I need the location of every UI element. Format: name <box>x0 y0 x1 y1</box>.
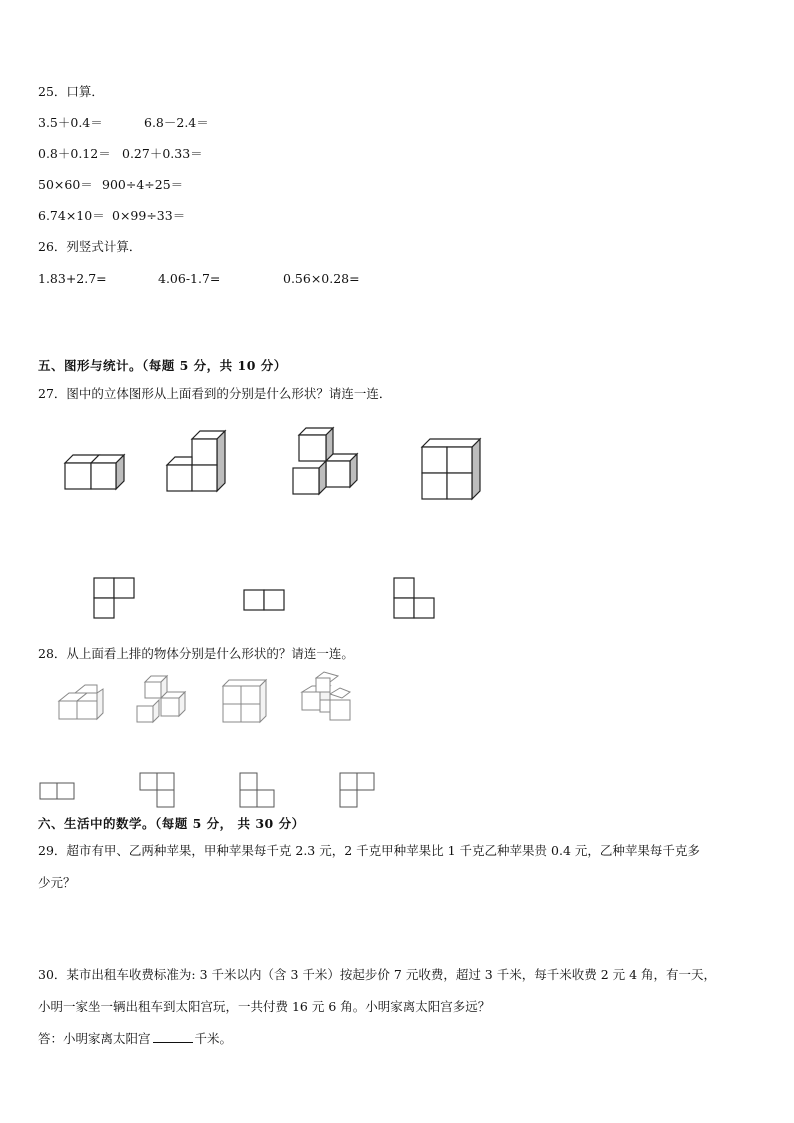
q30-line1: 30．某市出租车收费标准为: 3 千米以内（含 3 千米）按起步价 7 元收费，超过 3 千米，每千米收费 2 元 4 角，有一天， <box>38 967 717 982</box>
q26-title: 26．列竖式计算． <box>38 239 142 254</box>
section6-heading: 六、生活中的数学。（每题 5 分， 共 30 分） <box>38 816 305 831</box>
q27-view-1 <box>92 576 138 622</box>
q28-view-3 <box>238 771 278 811</box>
q25-row2-a: 0.8＋0.12＝ <box>38 146 111 161</box>
q28-solid-4 <box>298 670 356 726</box>
q26-item1: 1.83+2.7= <box>38 271 107 286</box>
q27-solid-4 <box>418 438 486 502</box>
q25-row1-b: 6.8－2.4＝ <box>144 115 209 130</box>
q26-item3: 0.56×0.28= <box>283 271 360 286</box>
q30-answer-prefix: 答：小明家离太阳宫 <box>38 1031 151 1046</box>
q27-solid-1 <box>60 450 130 495</box>
q28-solid-2 <box>133 676 188 728</box>
q28-solid-1 <box>55 685 107 723</box>
q25-title: 25．口算． <box>38 84 104 99</box>
q26-item2: 4.06-1.7= <box>158 271 221 286</box>
q30-line2: 小明一家坐一辆出租车到太阳宫玩，一共付费 16 元 6 角。小明家离太阳宫多远？ <box>38 999 491 1014</box>
q28-solid-3 <box>220 678 270 724</box>
q25-row1-a: 3.5＋0.4＝ <box>38 115 103 130</box>
q27-text: 27．图中的立体图形从上面看到的分别是什么形状？请连一连． <box>38 386 392 401</box>
q27-view-3 <box>392 576 438 622</box>
q30-answer-suffix: 千米。 <box>194 1031 233 1046</box>
section5-heading: 五、图形与统计。（每题 5 分，共 10 分） <box>38 358 287 373</box>
q25-row3-b: 900÷4÷25＝ <box>102 177 184 192</box>
q27-solid-3 <box>289 425 364 497</box>
q27-solid-2 <box>162 430 230 495</box>
q28-view-2 <box>138 771 178 811</box>
q28-view-1 <box>38 781 78 803</box>
q25-row2-b: 0.27＋0.33＝ <box>122 146 203 161</box>
q25-row4-a: 6.74×10＝ <box>38 208 105 223</box>
q28-text: 28．从上面看上排的物体分别是什么形状的？请连一连。 <box>38 646 354 661</box>
q25-row3-a: 50×60＝ <box>38 177 93 192</box>
q30-answer <box>38 1030 232 1047</box>
q30-answer-blank[interactable] <box>153 1030 193 1043</box>
q28-view-4 <box>338 771 378 811</box>
q27-view-2 <box>242 588 288 613</box>
q29-line2: 少元？ <box>38 875 76 890</box>
q29-line1: 29．超市有甲、乙两种苹果，甲种苹果每千克 2.3 元，2 千克甲种苹果比 1 千克乙种苹果贵 0.4 元，乙种苹果每千克多 <box>38 843 700 858</box>
q25-row4-b: 0×99÷33＝ <box>112 208 186 223</box>
